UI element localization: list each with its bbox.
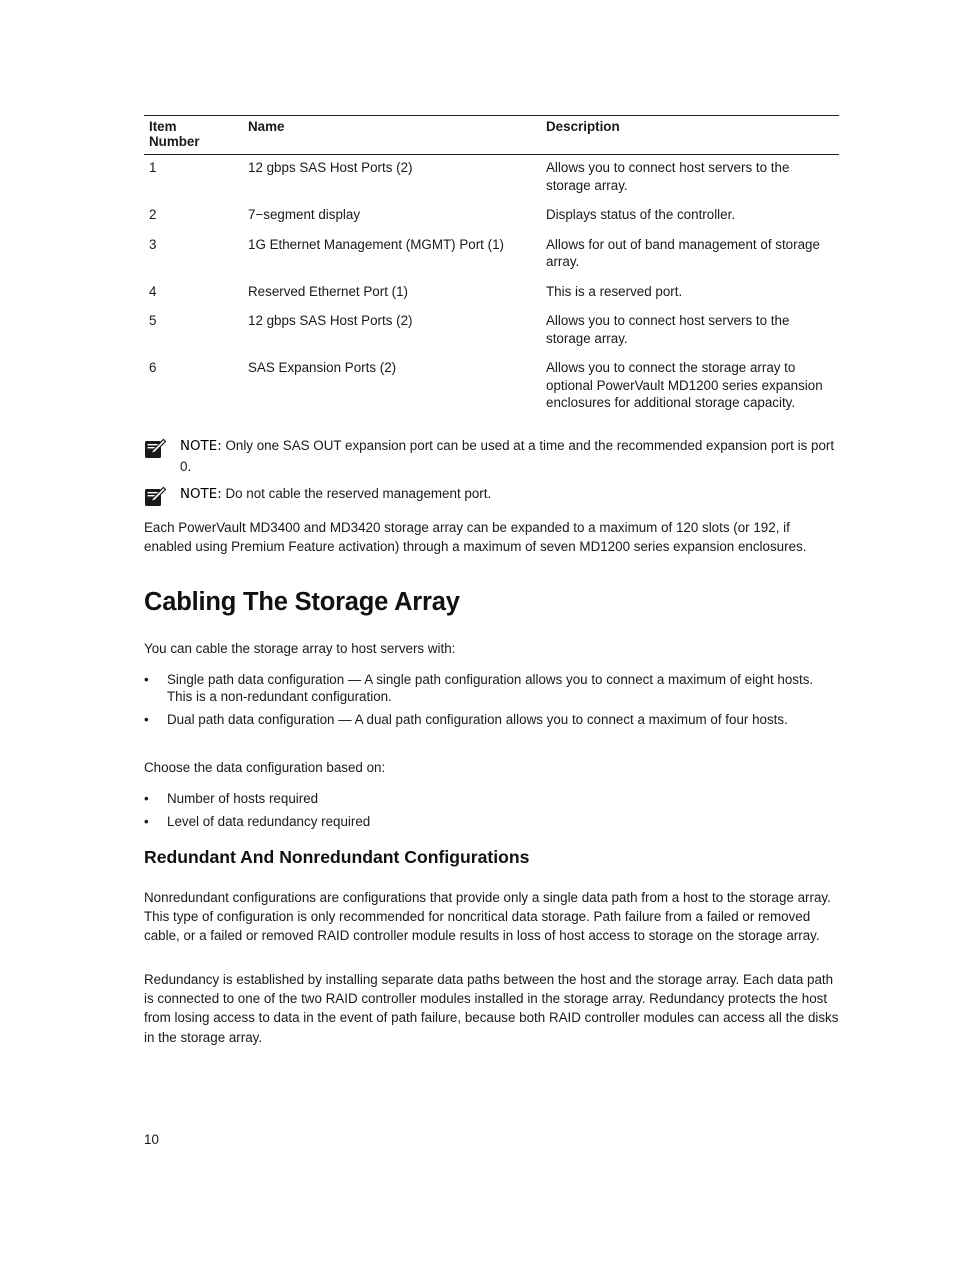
note-body: Only one SAS OUT expansion port can be used at a time and the recommended expansion port is port 0. xyxy=(180,438,835,474)
section-lead: You can cable the storage array to host servers with: xyxy=(144,641,456,656)
bullet-icon: • xyxy=(144,672,149,687)
note-label: NOTE: xyxy=(180,487,222,502)
redundancy-paragraph: Redundancy is established by installing separate data paths between the host and the storage array. Each data path is connected to one of the two RAID controller modules installed in the storage array. Redundancy protects the host from losing access to data in the event of path failure, because both RAID controller modules can access all the disks in the storage array. xyxy=(144,972,839,1045)
list-item-text: Dual path data configuration — A dual path configuration allows you to connect a maximum of four hosts. xyxy=(167,711,788,727)
cell-name: SAS Expansion Ports (2) xyxy=(248,360,397,375)
ports-table xyxy=(144,115,839,419)
cell-item-number: 5 xyxy=(149,313,157,328)
cell-name: 12 gbps SAS Host Ports (2) xyxy=(248,160,413,175)
cell-item-number: 1 xyxy=(149,160,157,175)
table-row xyxy=(144,231,839,278)
col-header-description: Description xyxy=(546,119,620,134)
intro-paragraph: Each PowerVault MD3400 and MD3420 storage array can be expanded to a maximum of 120 slots (or 192, if enabled using Premium Feature activation) through a maximum of seven MD1200 series expansion enclosures. xyxy=(144,520,807,555)
cell-item-number: 4 xyxy=(149,283,157,299)
cell-description: Allows you to connect host servers to the storage array. xyxy=(546,313,790,346)
subsection-title: Redundant And Nonredundant Configurations xyxy=(144,847,530,867)
list-item xyxy=(144,672,841,705)
list-item xyxy=(144,791,841,808)
table-row xyxy=(144,155,839,202)
cell-name: Reserved Ethernet Port (1) xyxy=(248,283,409,299)
table-row xyxy=(144,278,839,308)
bullet-icon: • xyxy=(144,791,149,806)
col-header-name: Name xyxy=(248,119,285,134)
table-row xyxy=(144,307,839,354)
criteria-list xyxy=(144,791,841,837)
bullet-icon: • xyxy=(144,711,149,727)
table-header-row xyxy=(144,116,839,155)
note-body: Do not cable the reserved management port. xyxy=(225,486,492,501)
cell-item-number: 2 xyxy=(149,207,157,222)
list-item-text: Number of hosts required xyxy=(167,791,319,806)
note-text xyxy=(180,484,839,505)
list-item xyxy=(144,814,841,831)
table-row xyxy=(144,201,839,231)
page-number: 10 xyxy=(144,1132,159,1147)
cell-name: 12 gbps SAS Host Ports (2) xyxy=(248,313,413,328)
note-text xyxy=(180,436,839,477)
cell-description: Allows you to connect the storage array to optional PowerVault MD1200 series expansion enclosures for additional storage capacity. xyxy=(546,360,823,410)
cell-description: This is a reserved port. xyxy=(546,283,683,299)
list-item xyxy=(144,712,841,729)
note-pencil-icon xyxy=(144,438,166,460)
col-header-item-number: Item Number xyxy=(149,119,200,149)
cell-name: 1G Ethernet Management (MGMT) Port (1) xyxy=(248,236,504,252)
cell-description: Displays status of the controller. xyxy=(546,207,736,222)
cell-item-number: 3 xyxy=(149,236,157,252)
table-row xyxy=(144,354,839,419)
note-label: NOTE: xyxy=(180,439,222,454)
cell-name: 7−segment display xyxy=(248,207,361,222)
note-pencil-icon xyxy=(144,486,166,508)
cell-description: Allows for out of band management of storage array. xyxy=(546,236,820,269)
bullet-icon: • xyxy=(144,814,149,829)
nonredundant-paragraph: Nonredundant configurations are configurations that provide only a single data path from a host to the storage array. This type of configuration is only recommended for noncritical data storage. Path failure from a failed or removed cable, or a failed or removed RAID controller module results in loss of host access to storage on the storage array. xyxy=(144,890,831,944)
cell-description: Allows you to connect host servers to the storage array. xyxy=(546,160,790,193)
choose-paragraph: Choose the data configuration based on: xyxy=(144,760,386,775)
section-title: Cabling The Storage Array xyxy=(144,588,460,616)
cell-item-number: 6 xyxy=(149,360,157,375)
list-item-text: Single path data configuration — A single path configuration allows you to connect a maximum of eight hosts. This is a non-redundant configuration. xyxy=(167,672,814,704)
list-item-text: Level of data redundancy required xyxy=(167,814,371,829)
configuration-list xyxy=(144,672,841,735)
